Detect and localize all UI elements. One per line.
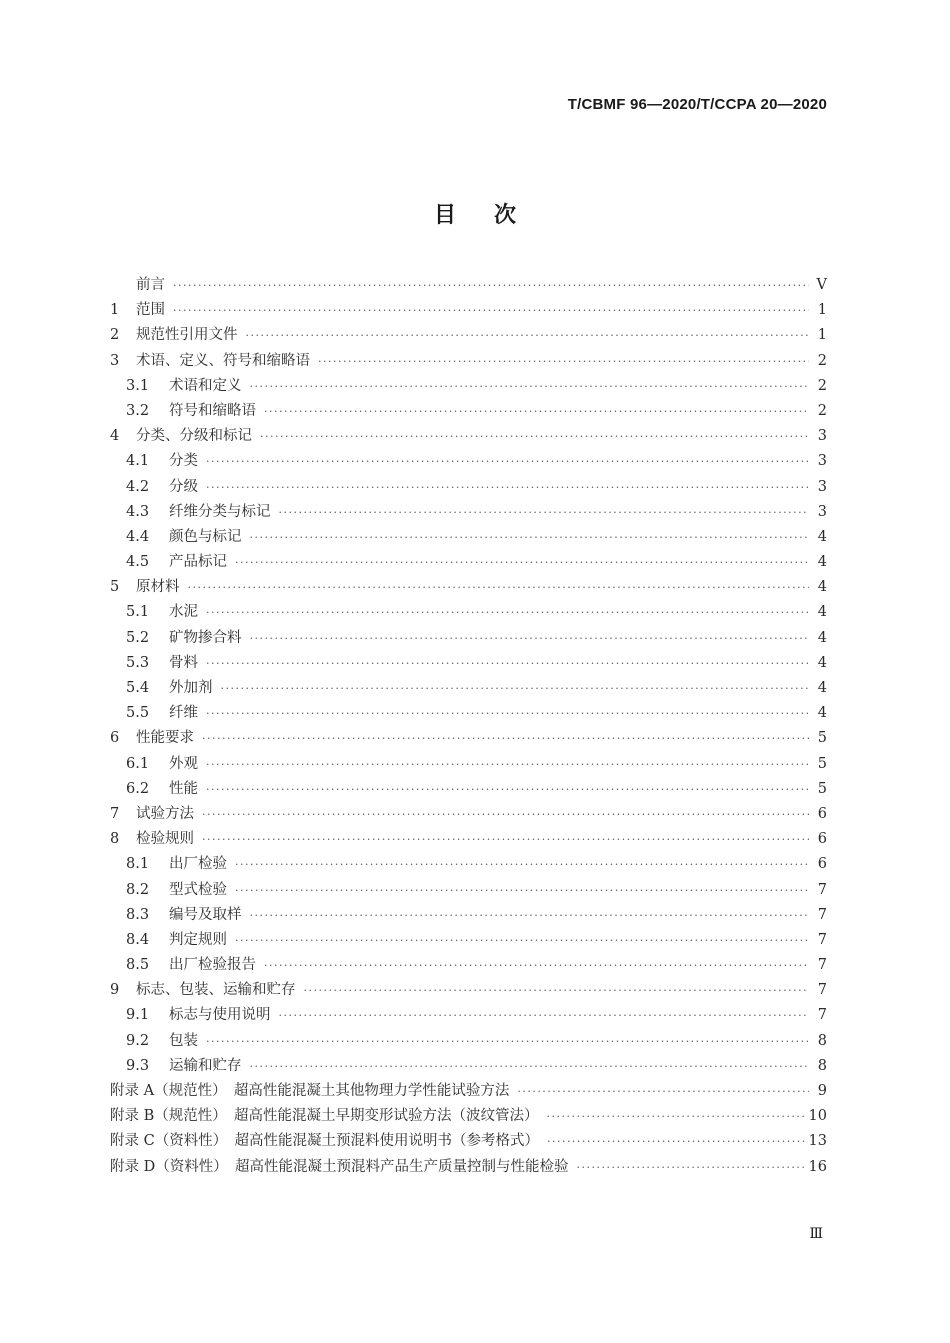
toc-entry-page: 2 (817, 402, 827, 419)
toc-entry-label: 外加剂 (169, 680, 213, 696)
toc-leader-dots (304, 978, 810, 1003)
toc-entry-number: 5.5 (126, 705, 150, 722)
toc-leader-dots (202, 802, 809, 827)
toc-leader-dots (202, 827, 809, 852)
toc-entry-number: 4.3 (126, 503, 150, 520)
toc-entry-number: 8.1 (126, 856, 150, 873)
toc-entry-label: 型式检验 (169, 881, 227, 898)
toc-entry-page: V (816, 277, 827, 293)
toc-entry-label: 水泥 (169, 604, 198, 621)
toc-entry-number: 9 (110, 982, 120, 999)
toc-entry[interactable] (110, 399, 827, 424)
toc-entry-number: 9.1 (126, 1007, 150, 1024)
toc-leader-dots (206, 777, 809, 802)
toc-leader-dots (202, 726, 809, 751)
toc-entry[interactable] (110, 449, 827, 474)
toc-entry-page: 5 (817, 730, 827, 747)
toc-entry-label: 编号及取样 (169, 906, 242, 923)
toc-entry[interactable] (110, 1079, 827, 1104)
toc-entry-number: 3 (110, 352, 120, 369)
toc-entry-page: 9 (817, 1083, 827, 1099)
toc-entry-number: 8.5 (126, 957, 150, 974)
toc-entry-label: 术语和定义 (169, 377, 242, 394)
toc-entry-page: 2 (817, 377, 827, 394)
toc-entry[interactable] (110, 903, 827, 928)
toc-entry-number: 9.2 (126, 1032, 150, 1049)
toc-entry-number: 6 (110, 730, 120, 747)
toc-entry-number: 4.1 (126, 453, 150, 470)
toc-entry-page: 16 (808, 1158, 827, 1175)
toc-leader-dots (235, 550, 809, 575)
toc-entry[interactable] (110, 827, 827, 852)
toc-entry-page: 2 (817, 352, 827, 369)
toc-entry[interactable] (110, 978, 827, 1003)
toc-entry-page: 7 (817, 906, 827, 923)
toc-entry-page: 7 (817, 931, 827, 948)
toc-entry[interactable] (110, 374, 827, 399)
toc-entry[interactable] (110, 349, 827, 374)
toc-entry[interactable] (110, 1129, 827, 1154)
toc-title: 目次 (433, 203, 554, 228)
toc-entry-label: 前言 (136, 277, 165, 293)
toc-entry-label: 符号和缩略语 (169, 402, 256, 419)
toc-entry-label: 附录 D（资料性） 超高性能混凝土预混料产品生产质量控制与性能检验 (110, 1158, 569, 1175)
toc-entry-label: 标志、包装、运输和贮存 (136, 982, 296, 999)
toc-entry-label: 分级 (169, 478, 198, 495)
standard-code: T/CBMF 96—2020/T/CCPA 20—2020 (567, 96, 827, 113)
toc-leader-dots (173, 273, 809, 298)
toc-entry[interactable] (110, 1029, 827, 1054)
toc-leader-dots (279, 1003, 810, 1028)
toc-entry-number: 4.5 (126, 554, 150, 571)
toc-entry-page: 7 (817, 881, 827, 898)
toc-entry-label: 范围 (136, 302, 165, 319)
toc-entry[interactable] (110, 575, 827, 600)
page-number: Ⅲ (809, 1226, 823, 1242)
toc-entry-page: 4 (817, 579, 827, 596)
toc-entry-label: 包装 (169, 1032, 198, 1049)
toc-entry-number: 2 (110, 327, 120, 344)
toc-entry-number: 8 (110, 831, 120, 848)
toc-leader-dots (250, 626, 810, 651)
toc-entry-label: 原材料 (136, 579, 180, 596)
toc-entry-label: 标志与使用说明 (169, 1007, 271, 1024)
toc-entry-number: 5.4 (126, 680, 150, 696)
toc-entry-label: 外观 (169, 755, 198, 772)
toc-entry-page: 8 (817, 1057, 827, 1074)
toc-entry-page: 13 (808, 1133, 827, 1150)
toc-entry[interactable] (110, 651, 827, 676)
toc-leader-dots (221, 676, 810, 701)
toc-entry-label: 分类 (169, 453, 198, 470)
toc-entry[interactable] (110, 1003, 827, 1028)
toc-entry-number: 6.2 (126, 780, 150, 797)
toc-entry-page: 3 (817, 453, 827, 470)
toc-entry[interactable] (110, 1054, 827, 1079)
toc-entry-page: 4 (817, 705, 827, 722)
toc-entry-page: 6 (817, 805, 827, 822)
toc-leader-dots (517, 1079, 809, 1104)
toc-entry-label: 性能要求 (136, 730, 194, 747)
toc-leader-dots (235, 928, 809, 953)
toc-entry-label: 出厂检验 (169, 856, 227, 873)
toc-entry[interactable] (110, 701, 827, 726)
toc-entry-label: 运输和贮存 (169, 1057, 242, 1074)
toc-entry-label: 规范性引用文件 (136, 327, 238, 344)
toc-entry[interactable] (110, 852, 827, 877)
toc-leader-dots (206, 475, 809, 500)
toc-entry-page: 1 (817, 327, 827, 344)
toc-leader-dots (250, 525, 810, 550)
toc-entry-number: 8.3 (126, 906, 150, 923)
toc-entry-number: 8.4 (126, 931, 150, 948)
toc-entry-page: 7 (817, 1007, 827, 1024)
toc-entry[interactable] (110, 676, 827, 701)
toc-leader-dots (206, 1029, 809, 1054)
toc-entry[interactable] (110, 1104, 827, 1129)
toc-entry-number: 4.2 (126, 478, 150, 495)
toc-leader-dots (547, 1104, 805, 1129)
toc-leader-dots (188, 575, 810, 600)
toc-entry[interactable] (110, 1155, 827, 1180)
toc-entry-page: 3 (817, 503, 827, 520)
toc-entry[interactable] (110, 525, 827, 550)
toc-leader-dots (318, 349, 809, 374)
toc-entry-page: 5 (817, 780, 827, 797)
toc-entry[interactable] (110, 600, 827, 625)
toc-entry-number: 4 (110, 428, 120, 445)
toc-leader-dots (173, 298, 809, 323)
toc-leader-dots (235, 878, 809, 903)
toc-entry-label: 判定规则 (169, 931, 227, 948)
toc-entry-label: 产品标记 (169, 554, 227, 571)
toc-entry-number: 9.3 (126, 1057, 150, 1074)
toc-entry-number: 5.1 (126, 604, 150, 621)
toc-leader-dots (206, 449, 809, 474)
toc-entry-number: 5.3 (126, 654, 150, 671)
toc-entry[interactable] (110, 550, 827, 575)
toc-leader-dots (206, 651, 809, 676)
toc-entry[interactable] (110, 323, 827, 348)
toc-leader-dots (264, 399, 809, 424)
toc-leader-dots (264, 953, 809, 978)
toc-leader-dots (576, 1155, 804, 1180)
toc-leader-dots (250, 903, 810, 928)
toc-entry-number: 4.4 (126, 528, 150, 545)
toc-entry-number: 3.1 (126, 377, 150, 394)
toc-entry-number: 8.2 (126, 881, 150, 898)
toc-entry-page: 8 (817, 1032, 827, 1049)
toc-entry-label: 骨料 (169, 654, 198, 671)
toc-entry[interactable] (110, 953, 827, 978)
toc-leader-dots (279, 500, 810, 525)
toc-entry-page: 4 (817, 554, 827, 571)
toc-entry-label: 术语、定义、符号和缩略语 (136, 352, 310, 369)
toc-entry[interactable] (110, 500, 827, 525)
toc-entry[interactable] (110, 298, 827, 323)
toc-entry-page: 1 (817, 302, 827, 319)
toc-entry-label: 纤维 (169, 705, 198, 722)
toc-entry-page: 6 (817, 831, 827, 848)
toc-leader-dots (250, 374, 810, 399)
toc-leader-dots (206, 600, 809, 625)
toc-entry-label: 附录 B（规范性） 超高性能混凝土早期变形试验方法（波纹管法） (110, 1108, 539, 1125)
toc-entry[interactable] (110, 626, 827, 651)
toc-entry[interactable] (110, 424, 827, 449)
toc-entry-page: 7 (817, 957, 827, 974)
toc-leader-dots (547, 1129, 805, 1154)
toc-entry-label: 矿物掺合料 (169, 629, 242, 646)
toc-entry[interactable] (110, 475, 827, 500)
toc-leader-dots (246, 323, 810, 348)
toc-entry-page: 4 (817, 680, 827, 696)
toc-entry[interactable] (110, 726, 827, 751)
toc-entry-label: 附录 A（规范性） 超高性能混凝土其他物理力学性能试验方法 (110, 1083, 510, 1099)
toc-entry[interactable] (110, 273, 827, 298)
toc-entry-number: 7 (110, 805, 120, 822)
toc-entry-label: 试验方法 (136, 805, 194, 822)
table-of-contents (110, 273, 827, 1180)
toc-entry-page: 3 (817, 428, 827, 445)
toc-entry-page: 7 (817, 982, 827, 999)
toc-entry-page: 10 (808, 1108, 827, 1125)
toc-entry-page: 4 (817, 654, 827, 671)
toc-entry-page: 4 (817, 604, 827, 621)
toc-entry-number: 6.1 (126, 755, 150, 772)
toc-entry-number: 3.2 (126, 402, 150, 419)
toc-entry[interactable] (110, 878, 827, 903)
toc-entry-page: 4 (817, 629, 827, 646)
toc-entry-label: 纤维分类与标记 (169, 503, 271, 520)
toc-entry-label: 分类、分级和标记 (136, 428, 252, 445)
toc-entry-label: 性能 (169, 780, 198, 797)
toc-leader-dots (260, 424, 809, 449)
toc-entry-label: 附录 C（资料性） 超高性能混凝土预混料使用说明书（参考格式） (110, 1133, 539, 1150)
toc-entry-page: 5 (817, 755, 827, 772)
toc-leader-dots (206, 701, 809, 726)
toc-entry[interactable] (110, 802, 827, 827)
toc-entry-label: 检验规则 (136, 831, 194, 848)
toc-leader-dots (250, 1054, 810, 1079)
toc-entry-number: 5.2 (126, 629, 150, 646)
toc-entry-page: 3 (817, 478, 827, 495)
toc-entry[interactable] (110, 777, 827, 802)
toc-leader-dots (206, 752, 809, 777)
toc-entry-page: 4 (817, 528, 827, 545)
toc-entry[interactable] (110, 928, 827, 953)
toc-entry-label: 出厂检验报告 (169, 957, 256, 974)
toc-entry-page: 6 (817, 856, 827, 873)
toc-entry-number: 5 (110, 579, 120, 596)
toc-entry-label: 颜色与标记 (169, 528, 242, 545)
toc-entry-number: 1 (110, 302, 120, 319)
toc-entry[interactable] (110, 752, 827, 777)
toc-leader-dots (235, 852, 809, 877)
